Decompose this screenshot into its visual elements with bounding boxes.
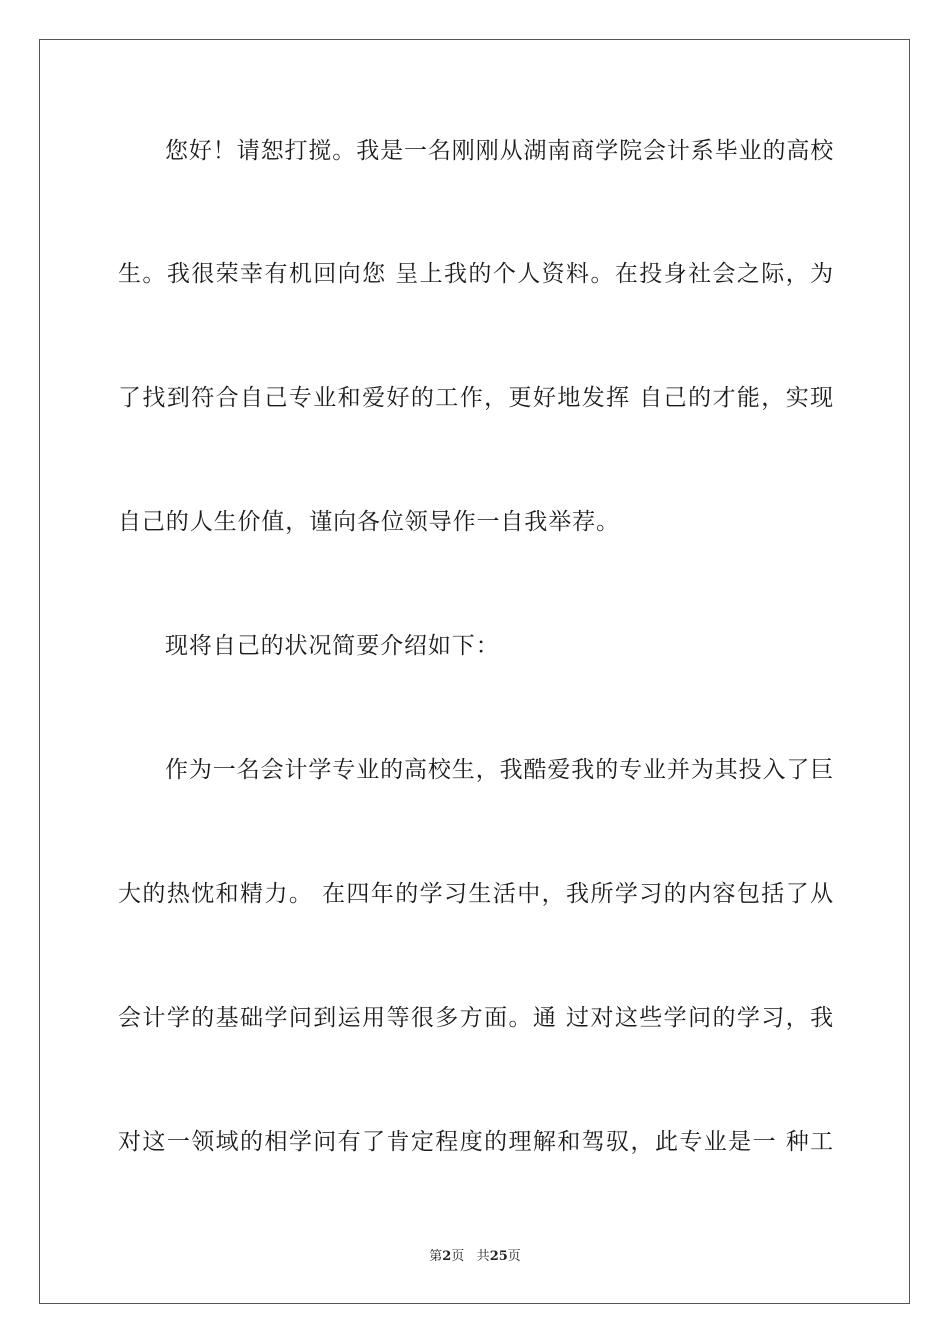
text-line-7: 大的热忱和精力。 在四年的学习生活中，我所学习的内容包括了从 [118,881,834,907]
page-prefix: 第 [429,1249,443,1264]
total-suffix: 页 [507,1249,521,1264]
text-line-4: 自己的人生价值，谨向各位领导作一自我举荐。 [118,509,620,535]
text-line-6: 作为一名会计学专业的高校生，我酷爱我的专业并为其投入了巨 [165,757,835,783]
page-suffix: 页 [451,1249,465,1264]
page-footer [0,1248,950,1266]
page-border [39,39,910,1304]
text-line-8: 会计学的基础学问到运用等很多方面。通 过对这些学问的学习，我 [118,1005,834,1031]
text-line-1: 您好！请恕打搅。我是一名刚刚从湖南商学院会计系毕业的高校 [165,138,835,164]
total-prefix: 共 [476,1249,490,1264]
total-page-count: 25 [489,1249,508,1264]
text-line-3: 了找到符合自己专业和爱好的工作，更好地发挥 自己的才能，实现 [118,385,834,411]
text-line-9: 对这一领域的相学问有了肯定程度的理解和驾驭，此专业是一 种工 [118,1129,834,1155]
text-line-5: 现将自己的状况简要介绍如下： [165,633,500,659]
current-page-number: 2 [442,1249,452,1264]
text-line-2: 生。我很荣幸有机回向您 呈上我的个人资料。在投身社会之际，为 [118,261,834,287]
